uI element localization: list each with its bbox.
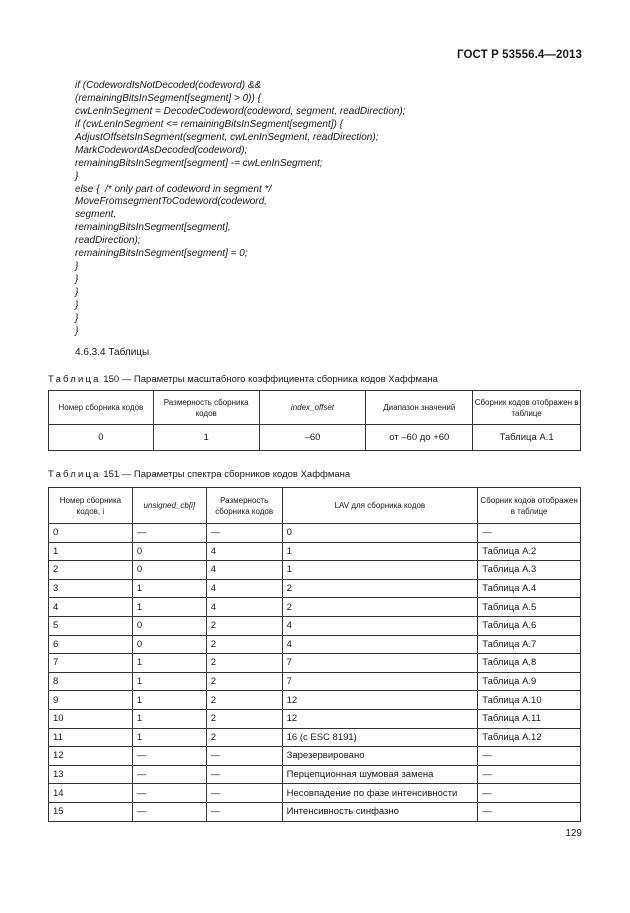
table-cell: 0 bbox=[132, 616, 206, 635]
table-cell: Таблица А.12 bbox=[478, 728, 581, 747]
table-cell: 2 bbox=[282, 598, 478, 617]
document-header: ГОСТ Р 53556.4—2013 bbox=[457, 49, 582, 61]
table-cell: Таблица А.8 bbox=[478, 654, 581, 673]
page-number: 129 bbox=[565, 828, 582, 839]
code-line: } bbox=[75, 170, 79, 182]
column-header: Сборник кодов отображен в таблице bbox=[473, 391, 581, 425]
table-cell: 1 bbox=[132, 709, 206, 728]
table-cell: Несовпадение по фазе интенсивности bbox=[282, 784, 478, 803]
table-cell: 16 (с ESC 8191) bbox=[282, 728, 478, 747]
table-cell: — bbox=[478, 784, 581, 803]
table-cell: 4 bbox=[206, 579, 282, 598]
code-line: (remainingBitsInSegment[segment] > 0)) { bbox=[75, 92, 261, 104]
table-cell: 1 bbox=[132, 672, 206, 691]
table-cell: — bbox=[206, 524, 282, 543]
table-cell: 4 bbox=[49, 598, 133, 617]
code-line: remainingBitsInSegment[segment], bbox=[75, 222, 231, 234]
table-row bbox=[49, 425, 581, 451]
table-cell: Таблица А.11 bbox=[478, 709, 581, 728]
code-line: readDirection); bbox=[75, 235, 141, 247]
table-cell: 1 bbox=[282, 542, 478, 561]
table-cell: 4 bbox=[206, 542, 282, 561]
table-150 bbox=[48, 390, 581, 451]
table-cell: Таблица А.5 bbox=[478, 598, 581, 617]
code-block bbox=[75, 80, 405, 339]
table-cell: 2 bbox=[206, 728, 282, 747]
column-header: Номер сборника кодов, i bbox=[49, 488, 133, 524]
code-line: } bbox=[75, 261, 79, 273]
table-cell: — bbox=[132, 802, 206, 821]
column-header: LAV для сборника кодов bbox=[282, 488, 478, 524]
table-cell: — bbox=[478, 802, 581, 821]
table-cell: 2 bbox=[206, 616, 282, 635]
code-line: } bbox=[75, 287, 79, 298]
table-cell: 14 bbox=[49, 784, 133, 803]
table-150-caption bbox=[48, 374, 438, 385]
table-cell: — bbox=[132, 784, 206, 803]
table-row bbox=[49, 542, 581, 561]
table-cell: 0 bbox=[49, 425, 154, 451]
table-cell: 0 bbox=[49, 524, 133, 543]
table-cell: — bbox=[206, 765, 282, 784]
table-cell: 12 bbox=[49, 747, 133, 766]
table-header-row bbox=[49, 391, 581, 425]
table-cell: 1 bbox=[49, 542, 133, 561]
table-cell: 0 bbox=[132, 635, 206, 654]
table-cell: Интенсивность синфазно bbox=[282, 802, 478, 821]
table-cell: 0 bbox=[132, 561, 206, 580]
table-cell: 0 bbox=[132, 542, 206, 561]
table-row bbox=[49, 747, 581, 766]
table-cell: 2 bbox=[206, 672, 282, 691]
caption-word: Таблица bbox=[48, 374, 101, 385]
table-row bbox=[49, 765, 581, 784]
section-heading: 4.6.3.4 Таблицы bbox=[75, 347, 150, 358]
table-cell: 13 bbox=[49, 765, 133, 784]
table-cell: — bbox=[132, 747, 206, 766]
table-cell: — bbox=[132, 765, 206, 784]
table-cell: Таблица А.9 bbox=[478, 672, 581, 691]
table-header-row bbox=[49, 488, 581, 524]
table-row bbox=[49, 802, 581, 821]
code-line: if (CodewordIsNotDecoded(codeword) && bbox=[75, 80, 262, 91]
table-cell: 4 bbox=[282, 635, 478, 654]
table-cell: 1 bbox=[282, 561, 478, 580]
table-cell: 4 bbox=[206, 598, 282, 617]
table-cell: 0 bbox=[282, 524, 478, 543]
table-cell: — bbox=[478, 765, 581, 784]
table-row bbox=[49, 598, 581, 617]
table-row bbox=[49, 784, 581, 803]
table-cell: Перцепционная шумовая замена bbox=[282, 765, 478, 784]
table-cell: — bbox=[206, 747, 282, 766]
code-line: AdjustOffsetsInSegment(segment, cwLenInSegment, readDirection); bbox=[75, 131, 379, 143]
table-cell: Таблица А.1 bbox=[473, 425, 581, 451]
code-line: segment, bbox=[75, 209, 117, 221]
code-line: MarkCodewordAsDecoded(codeword); bbox=[75, 144, 248, 156]
code-line: cwLenInSegment = DecodeCodeword(codeword, segment, readDirection); bbox=[75, 105, 406, 117]
caption-text: 150 — Параметры масштабного коэффициента сборника кодов Хаффмана bbox=[103, 374, 438, 385]
table-cell: — bbox=[206, 802, 282, 821]
column-header: index_offset bbox=[259, 391, 366, 425]
caption-word: Таблица bbox=[48, 469, 101, 480]
table-cell: 1 bbox=[132, 654, 206, 673]
code-line: else { /* only part of codeword in segment */ bbox=[75, 183, 272, 195]
code-line: remainingBitsInSegment[segment] = 0; bbox=[75, 248, 248, 260]
table-cell: 7 bbox=[49, 654, 133, 673]
table-cell: 5 bbox=[49, 616, 133, 635]
table-cell: Таблица А.4 bbox=[478, 579, 581, 598]
table-cell: 1 bbox=[132, 579, 206, 598]
column-header: unsigned_cb[i] bbox=[132, 488, 206, 524]
table-row bbox=[49, 561, 581, 580]
code-line: } bbox=[75, 299, 79, 311]
table-cell: — bbox=[478, 524, 581, 543]
table-row bbox=[49, 709, 581, 728]
column-header: Сборник кодов отображен в таблице bbox=[478, 488, 581, 524]
table-cell: 4 bbox=[206, 561, 282, 580]
table-cell: 3 bbox=[49, 579, 133, 598]
table-row bbox=[49, 635, 581, 654]
code-line: MoveFromsegmentToCodeword(codeword, bbox=[75, 196, 267, 208]
table-cell: — bbox=[132, 524, 206, 543]
table-cell: 11 bbox=[49, 728, 133, 747]
code-line: } bbox=[75, 325, 79, 337]
table-cell: 1 bbox=[132, 598, 206, 617]
table-151 bbox=[48, 487, 581, 822]
table-cell: Таблица А.10 bbox=[478, 691, 581, 710]
code-line: remainingBitsInSegment[segment] -= cwLenInSegment; bbox=[75, 157, 323, 169]
table-row bbox=[49, 524, 581, 543]
caption-text: 151 — Параметры спектра сборников кодов Хаффмана bbox=[103, 469, 351, 480]
table-cell: 8 bbox=[49, 672, 133, 691]
table-cell: Таблица А.3 bbox=[478, 561, 581, 580]
table-cell: –60 bbox=[259, 425, 366, 451]
table-cell: 7 bbox=[282, 654, 478, 673]
table-cell: Таблица А.6 bbox=[478, 616, 581, 635]
table-row bbox=[49, 654, 581, 673]
table-cell: 15 bbox=[49, 802, 133, 821]
table-cell: 7 bbox=[282, 672, 478, 691]
table-cell: Таблица А.7 bbox=[478, 635, 581, 654]
table-cell: 4 bbox=[282, 616, 478, 635]
table-row bbox=[49, 579, 581, 598]
table-row bbox=[49, 728, 581, 747]
code-line: if (cwLenInSegment <= remainingBitsInSegment[segment]) { bbox=[75, 118, 343, 130]
table-row bbox=[49, 691, 581, 710]
table-cell: 6 bbox=[49, 635, 133, 654]
table-151-caption bbox=[48, 469, 350, 480]
table-row bbox=[49, 672, 581, 691]
code-line: } bbox=[75, 274, 79, 286]
table-cell: 1 bbox=[132, 691, 206, 710]
table-cell: 1 bbox=[153, 425, 259, 451]
table-cell: 2 bbox=[206, 654, 282, 673]
table-cell: 12 bbox=[282, 709, 478, 728]
table-row bbox=[49, 616, 581, 635]
table-cell: 2 bbox=[206, 691, 282, 710]
table-cell: — bbox=[478, 747, 581, 766]
table-cell: 2 bbox=[206, 709, 282, 728]
table-cell: Зарезервировано bbox=[282, 747, 478, 766]
table-cell: 1 bbox=[132, 728, 206, 747]
column-header: Диапазон значений bbox=[366, 391, 473, 425]
table-cell: 10 bbox=[49, 709, 133, 728]
table-cell: 9 bbox=[49, 691, 133, 710]
table-cell: 12 bbox=[282, 691, 478, 710]
table-cell: — bbox=[206, 784, 282, 803]
table-cell: 2 bbox=[49, 561, 133, 580]
column-header: Размерность сборника кодов bbox=[153, 391, 259, 425]
code-line: } bbox=[75, 312, 79, 324]
table-cell: Таблица А.2 bbox=[478, 542, 581, 561]
column-header: Номер сборника кодов bbox=[49, 391, 154, 425]
column-header: Размерность сборника кодов bbox=[206, 488, 282, 524]
table-cell: от –60 до +60 bbox=[366, 425, 473, 451]
table-cell: 2 bbox=[206, 635, 282, 654]
table-cell: 2 bbox=[282, 579, 478, 598]
